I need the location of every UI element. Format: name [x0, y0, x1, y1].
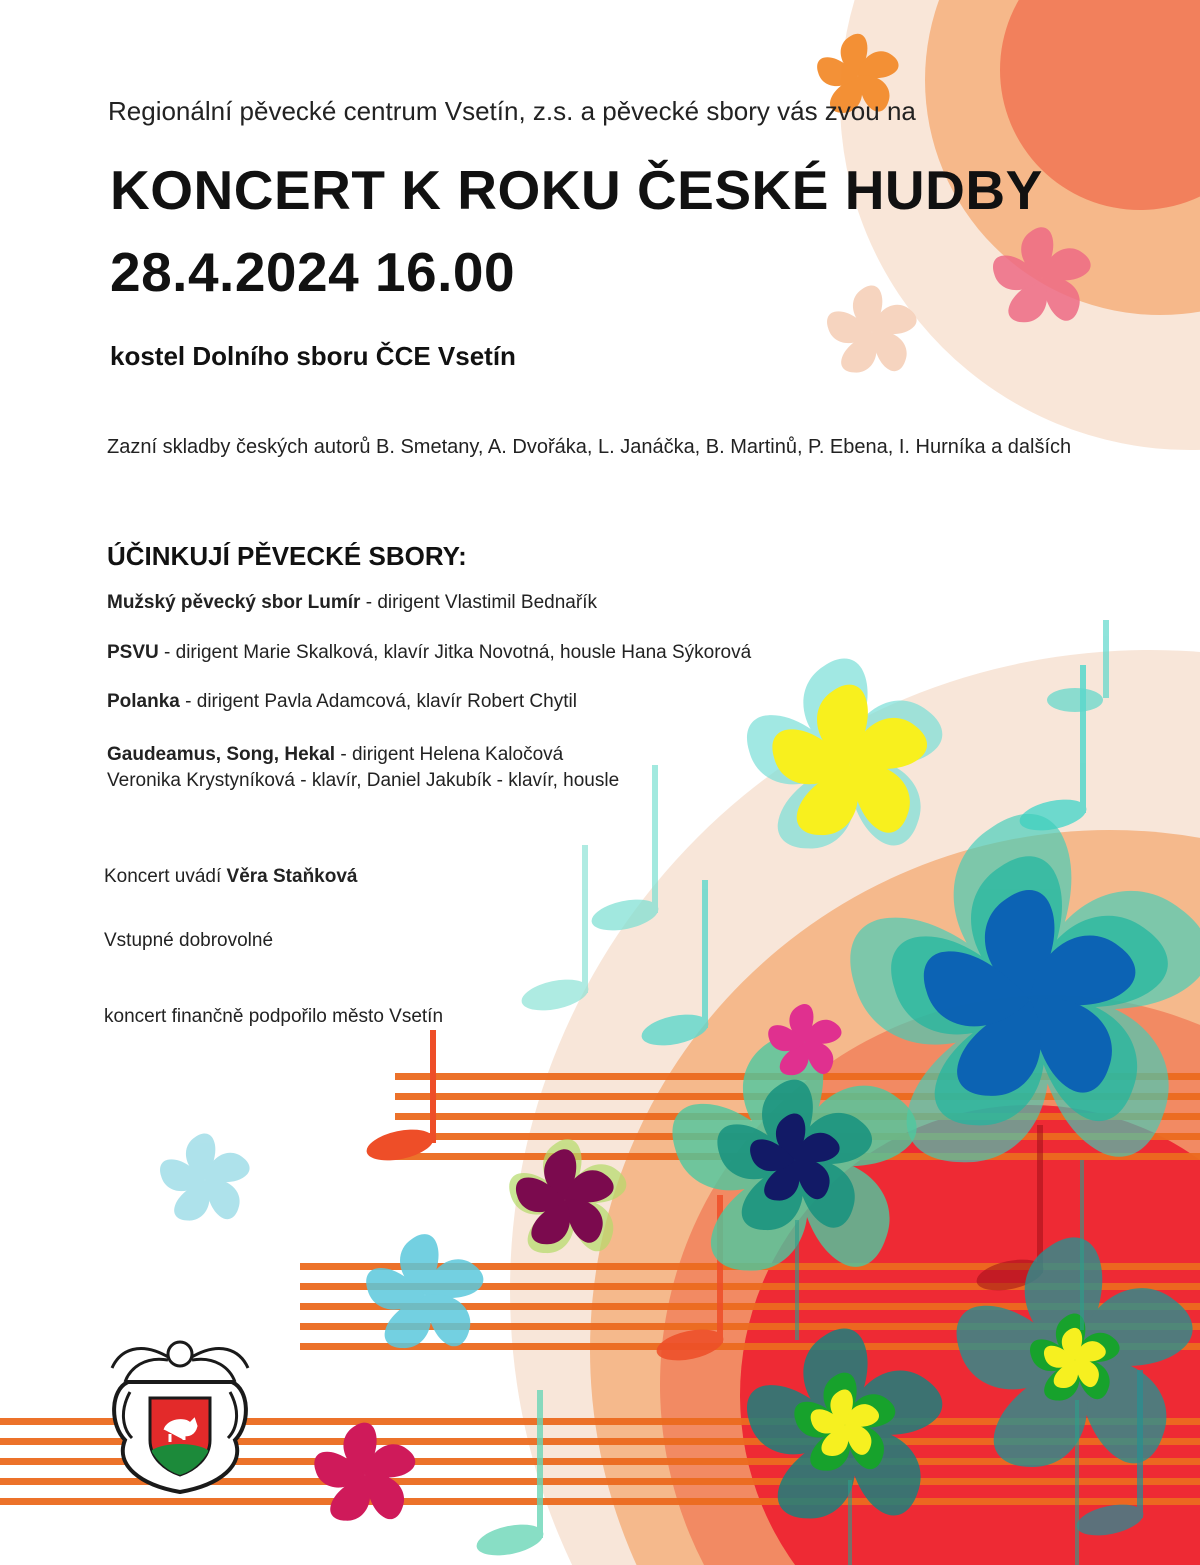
presenter-label: Koncert uvádí: [104, 866, 227, 887]
performer-name: PSVU: [107, 642, 159, 663]
performer-name: Mužský pěvecký sbor Lumír: [107, 592, 361, 613]
concert-venue: kostel Dolního sboru ČCE Vsetín: [110, 341, 516, 371]
vsetin-coat-of-arms-icon: [112, 1342, 248, 1492]
concert-title: KONCERT K ROKU ČESKÉ HUDBY: [110, 159, 1043, 221]
performer-gaudeamus: [107, 742, 619, 794]
presenter-line: [104, 866, 358, 888]
concert-datetime: 28.4.2024 16.00: [110, 241, 516, 303]
composers-text: Zazní skladby českých autorů B. Smetany, A. Dvořáka, L. Janáčka, B. Martinů, P. Ebena, I. Hurníka a dalších: [107, 436, 1072, 458]
performer-details: - dirigent Vlastimil Bednařík: [360, 592, 597, 613]
performer-polanka: [107, 691, 577, 713]
performer-details: - dirigent Pavla Adamcová, klavír Robert Chytil: [179, 691, 577, 712]
invitation-line: Regionální pěvecké centrum Vsetín, z.s. a pěvecké sbory vás zvou na: [108, 96, 916, 126]
performer-psvu: [107, 642, 751, 664]
presenter-name: Věra Staňková: [226, 866, 358, 887]
performer-details-line2: Veronika Krystyníková - klavír, Daniel Jakubík - klavír, housle: [107, 770, 620, 791]
performer-details: - dirigent Marie Skalková, klavír Jitka Novotná, housle Hana Sýkorová: [158, 642, 752, 663]
performer-name: Polanka: [107, 691, 180, 712]
performer-details: - dirigent Helena Kaločová: [335, 744, 564, 765]
sponsor-text: koncert finančně podpořilo město Vsetín: [104, 1006, 444, 1027]
performers-heading: ÚČINKUJÍ PĚVECKÉ SBORY:: [107, 541, 467, 571]
performer-name: Gaudeamus, Song, Hekal: [107, 744, 336, 765]
admission-text: Vstupné dobrovolné: [104, 930, 274, 951]
performer-lumir: [107, 592, 597, 614]
